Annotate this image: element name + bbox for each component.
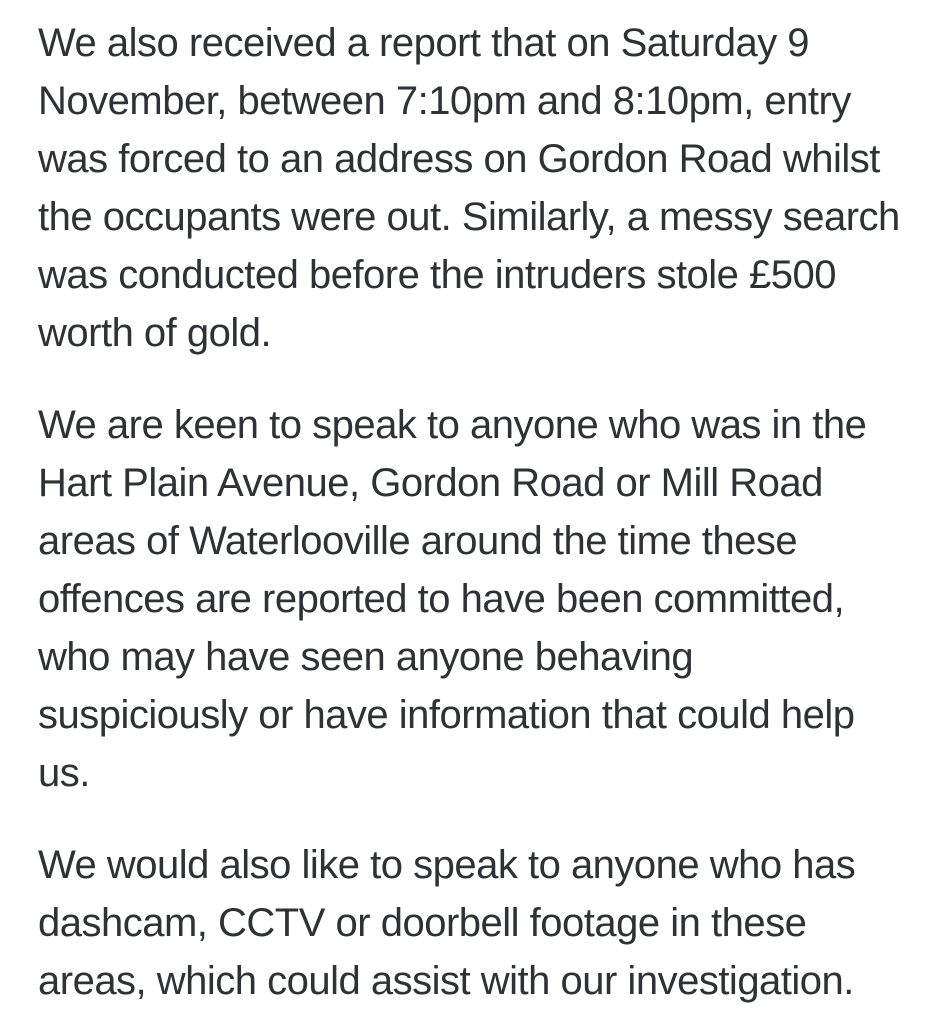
- text-line: was forced to an address on Gordon Road whilst: [38, 137, 880, 181]
- text-line: areas, which could assist with our investigation.: [38, 959, 854, 1003]
- text-line: November, between 7:10pm and 8:10pm, entry: [38, 79, 851, 123]
- text-line: the occupants were out. Similarly, a messy search: [38, 195, 900, 239]
- text-line: worth of gold.: [38, 311, 272, 355]
- article-body: [38, 14, 910, 1010]
- text-line: We also received a report that on Saturday 9: [38, 21, 810, 65]
- text-line: suspiciously or have information that could help: [38, 693, 855, 737]
- text-line: offences are reported to have been committed,: [38, 577, 845, 621]
- text-line: We would also like to speak to anyone who has: [38, 843, 856, 887]
- text-line: was conducted before the intruders stole £500: [38, 253, 837, 297]
- paragraph: [38, 836, 910, 1010]
- text-line: dashcam, CCTV or doorbell footage in these: [38, 901, 807, 945]
- text-line: us.: [38, 751, 90, 795]
- text-line: We are keen to speak to anyone who was in the: [38, 403, 867, 447]
- paragraph: [38, 14, 910, 362]
- text-line: areas of Waterlooville around the time these: [38, 519, 798, 563]
- text-line: who may have seen anyone behaving: [38, 635, 694, 679]
- text-line: Hart Plain Avenue, Gordon Road or Mill Road: [38, 461, 823, 505]
- paragraph: [38, 396, 910, 802]
